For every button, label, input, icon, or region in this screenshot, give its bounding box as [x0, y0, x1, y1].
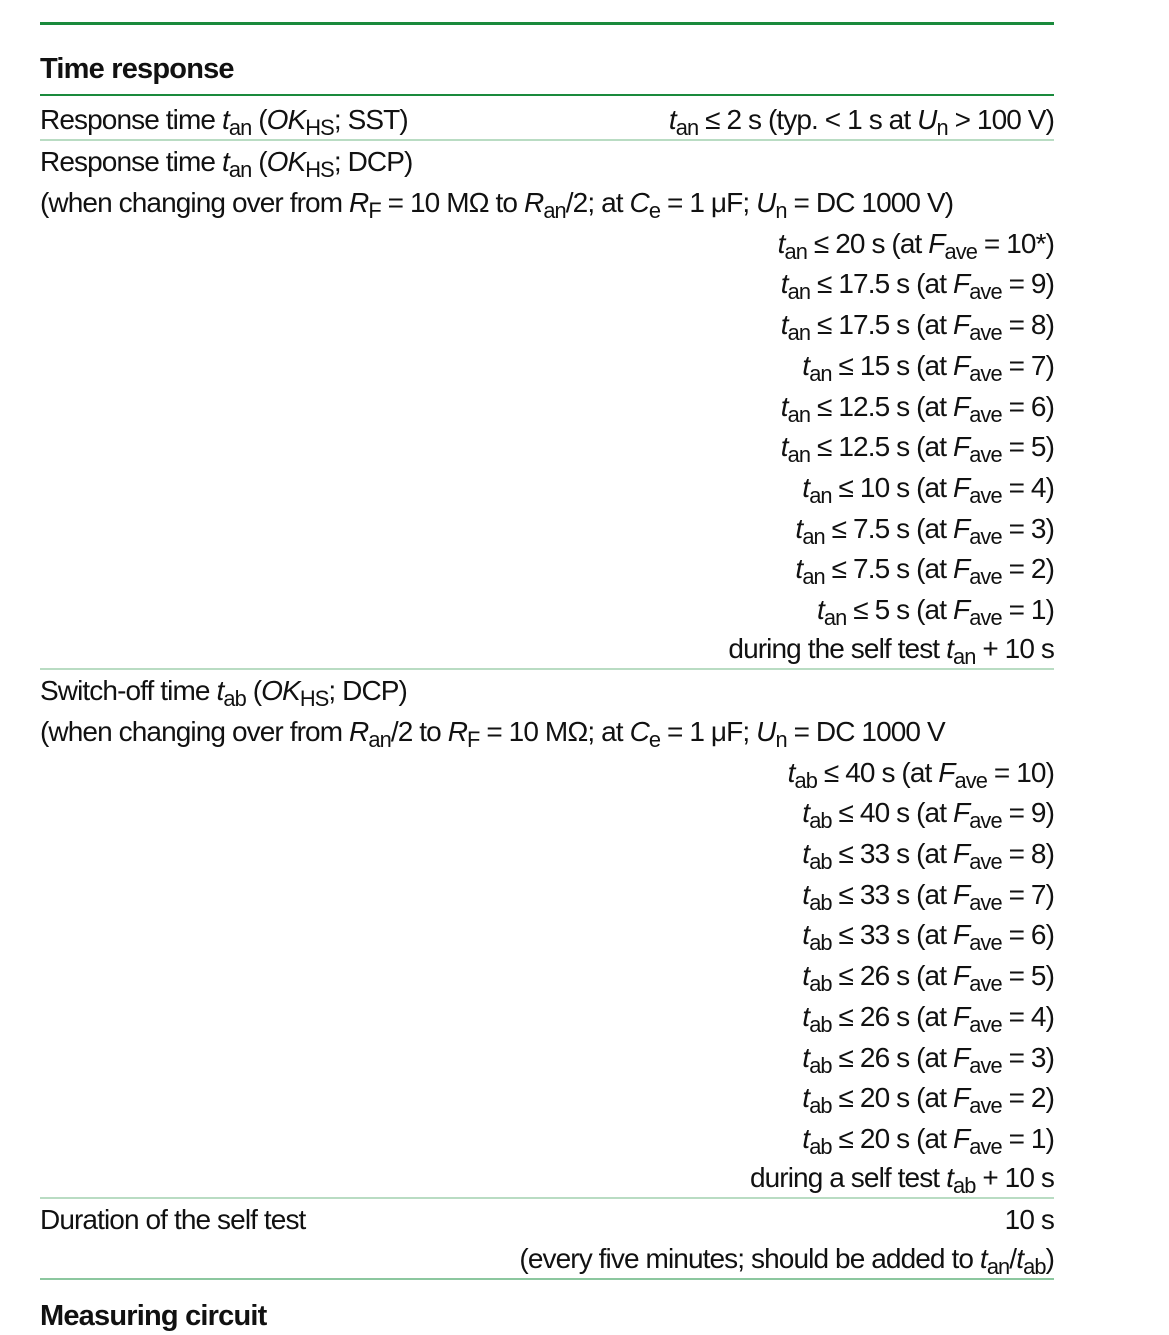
response-time-dcp-value-value: $t_{an} \le 17.5$ s (at $F_{ave} = 8$) — [780, 309, 1054, 346]
switch-off-time-dcp-value — [40, 1036, 1054, 1077]
section-title: Time response — [40, 53, 234, 85]
switch-off-time-dcp-value-value: $t_{ab} \le 33$ s (at $F_{ave} = 6$) — [802, 919, 1054, 956]
self-test-duration-row-label: Duration of the self test — [40, 1204, 306, 1236]
spec-sheet — [40, 0, 1054, 1332]
response-time-dcp-self-test-value: during the self test $t_{an} + 10$ s — [728, 632, 1054, 669]
response-time-dcp-value-value: $t_{an} \le 12.5$ s (at $F_{ave} = 5$) — [780, 431, 1054, 468]
response-time-dcp-value-value: $t_{an} \le 7.5$ s (at $F_{ave} = 2$) — [795, 553, 1054, 590]
switch-off-time-dcp-value-value: $t_{ab} \le 20$ s (at $F_{ave} = 2$) — [802, 1082, 1054, 1119]
self-test-duration-note — [40, 1239, 1054, 1280]
response-time-dcp-value — [40, 303, 1054, 344]
switch-off-time-dcp-condition — [40, 710, 1054, 751]
response-time-sst-row-label: Response time $t_{an}$ ($OK_{HS}$; SST) — [40, 103, 408, 140]
switch-off-time-dcp-value — [40, 954, 1054, 995]
response-time-dcp-value — [40, 426, 1054, 467]
switch-off-time-dcp-row — [40, 670, 1054, 711]
switch-off-time-dcp-value — [40, 792, 1054, 833]
response-time-sst-row-value: $t_{an} \le 2$ s (typ. < 1 s at $U_n > 100$ V) — [668, 103, 1054, 140]
title-rule — [40, 94, 1054, 96]
switch-off-time-dcp-value — [40, 1077, 1054, 1118]
top-rule — [40, 22, 1054, 25]
response-time-dcp-value — [40, 588, 1054, 629]
switch-off-time-dcp-value — [40, 1117, 1054, 1158]
response-time-dcp-self-test — [40, 629, 1054, 670]
switch-off-time-dcp-value — [40, 873, 1054, 914]
response-time-dcp-value — [40, 263, 1054, 304]
switch-off-time-dcp-row-label: Switch-off time $t_{ab}$ ($OK_{HS}$; DCP) — [40, 675, 407, 712]
self-test-duration-row — [40, 1199, 1054, 1240]
response-time-dcp-value-value: $t_{an} \le 5$ s (at $F_{ave} = 1$) — [816, 593, 1054, 631]
switch-off-time-dcp-self-test — [40, 1158, 1054, 1199]
response-time-dcp-value-value: $t_{an} \le 12.5$ s (at $F_{ave} = 6$) — [780, 390, 1054, 427]
response-time-dcp-row-label: Response time $t_{an}$ ($OK_{HS}$; DCP) — [40, 146, 413, 183]
switch-off-time-dcp-self-test-value: during a self test $t_{ab} + 10$ s — [749, 1161, 1054, 1198]
response-time-dcp-condition-label: (when changing over from $R_F = 10$ MΩ to $R_{an}/2$; at $C_e = 1$ μF; $U_n$ = DC 1000 V) — [40, 187, 954, 224]
switch-off-time-dcp-value-value: $t_{ab} \le 26$ s (at $F_{ave} = 3$) — [802, 1041, 1054, 1078]
response-time-dcp-row — [40, 141, 1054, 182]
switch-off-time-dcp-value — [40, 914, 1054, 955]
response-time-sst-row — [40, 100, 1054, 141]
response-time-dcp-value-value: $t_{an} \le 10$ s (at $F_{ave} = 4$) — [802, 471, 1054, 508]
response-time-dcp-value — [40, 507, 1054, 548]
switch-off-time-dcp-value-value: $t_{ab} \le 26$ s (at $F_{ave} = 4$) — [802, 1000, 1054, 1037]
switch-off-time-dcp-value-value: $t_{ab} \le 40$ s (at $F_{ave} = 10$) — [787, 756, 1054, 793]
response-time-dcp-value — [40, 548, 1054, 589]
next-section-title-cut: Measuring circuit — [40, 1300, 267, 1332]
response-time-dcp-value — [40, 385, 1054, 426]
spec-rows — [40, 100, 1054, 1280]
switch-off-time-dcp-value-value: $t_{ab} \le 40$ s (at $F_{ave} = 9$) — [802, 797, 1054, 834]
switch-off-time-dcp-value — [40, 995, 1054, 1036]
switch-off-time-dcp-value-value: $t_{ab} \le 20$ s (at $F_{ave} = 1$) — [802, 1122, 1054, 1159]
switch-off-time-dcp-value — [40, 751, 1054, 792]
switch-off-time-dcp-value-value: $t_{ab} \le 33$ s (at $F_{ave} = 8$) — [802, 838, 1054, 875]
response-time-dcp-condition — [40, 181, 1054, 222]
switch-off-time-dcp-condition-label: (when changing over from $R_{an}/2$ to $R_F = 10$ MΩ; at $C_e = 1$ μF; $U_n$ = DC 1000 V — [40, 716, 945, 753]
response-time-dcp-value — [40, 466, 1054, 507]
switch-off-time-dcp-value-value: $t_{ab} \le 33$ s (at $F_{ave} = 7$) — [802, 878, 1054, 915]
response-time-dcp-value-value: $t_{an} \le 7.5$ s (at $F_{ave} = 3$) — [795, 512, 1054, 549]
self-test-duration-row-value: 10 s — [1004, 1204, 1054, 1236]
switch-off-time-dcp-value-value: $t_{ab} \le 26$ s (at $F_{ave} = 5$) — [802, 960, 1054, 997]
response-time-dcp-value-value: $t_{an} \le 15$ s (at $F_{ave} = 7$) — [802, 349, 1054, 386]
response-time-dcp-value — [40, 222, 1054, 263]
self-test-duration-note-value: (every five minutes; should be added to $t_{an}/t_{ab}$) — [519, 1242, 1054, 1280]
response-time-dcp-value — [40, 344, 1054, 385]
switch-off-time-dcp-value — [40, 832, 1054, 873]
response-time-dcp-value-value: $t_{an} \le 17.5$ s (at $F_{ave} = 9$) — [780, 268, 1054, 305]
response-time-dcp-value-value: $t_{an} \le 20$ s (at $F_{ave} = 10*$) — [777, 227, 1054, 264]
